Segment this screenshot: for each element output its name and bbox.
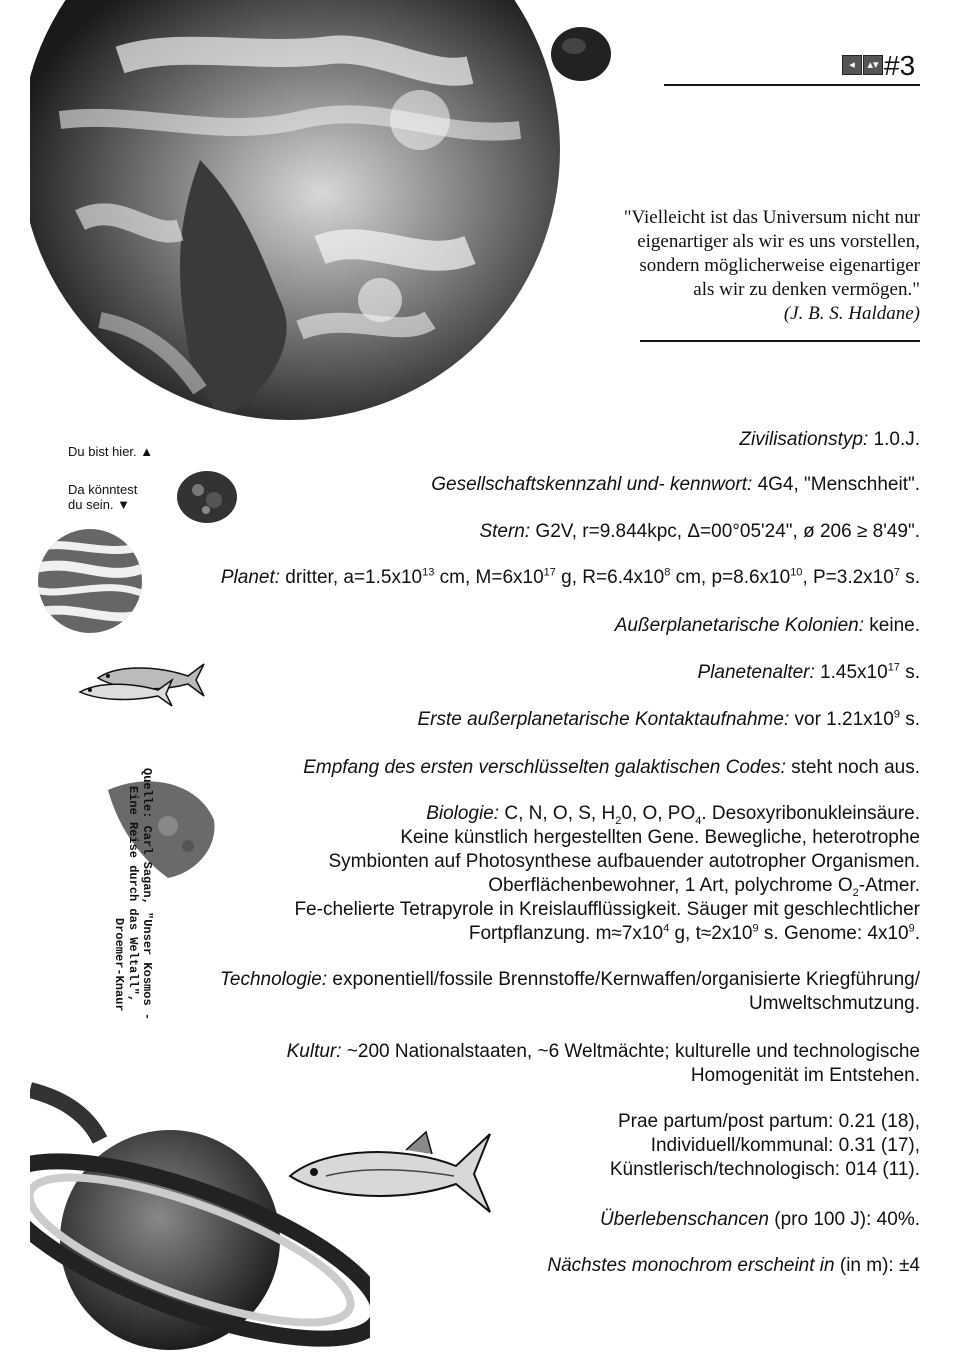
- source-line: Eine Reise durch das Weltall",: [126, 786, 140, 1003]
- fact-value: s.: [899, 709, 920, 730]
- fact-label: Kultur:: [286, 1041, 342, 1062]
- fact-biologie: [294, 802, 920, 946]
- prae-line: Individuell/kommunal: 0.31 (17),: [650, 1135, 920, 1156]
- fact-zivilisationstyp: [739, 428, 920, 452]
- fact-value: cm, p=8.6x10: [670, 567, 791, 588]
- quote-line: als wir zu denken vermögen.": [693, 279, 920, 300]
- exponent: 17: [543, 566, 556, 579]
- fact-label: Technologie:: [220, 969, 328, 990]
- kultur-line: [287, 1040, 920, 1064]
- fact-planetenalter: [698, 661, 920, 685]
- fact-value: Fortpflanzung. m≈7x10: [468, 923, 664, 944]
- fact-value: (pro 100 J): 40%.: [768, 1209, 920, 1230]
- fact-value: s.: [899, 662, 920, 683]
- quote-line: eigenartiger als wir es uns vorstellen,: [637, 231, 920, 252]
- biologie-line: Symbionten auf Photosynthese aufbauender autotropher Organismen.: [328, 851, 920, 872]
- fact-monochrom: [547, 1254, 920, 1278]
- fact-value: keine.: [864, 615, 920, 636]
- subscript: 2: [615, 814, 622, 827]
- exponent: 4: [663, 922, 670, 935]
- could-be-line: du sein. ▼: [68, 497, 131, 512]
- fact-prae-partum: [610, 1110, 920, 1182]
- fact-empfang: [303, 756, 920, 780]
- exponent: 7: [893, 566, 900, 579]
- earth-globe-image: [0, 0, 560, 430]
- fact-ueberlebenschancen: [600, 1208, 920, 1232]
- fact-gesellschaftskennzahl: [431, 473, 920, 497]
- fact-planet: [221, 566, 920, 590]
- fact-value: 1.45x10: [814, 662, 888, 683]
- striped-planet-image: [36, 528, 144, 634]
- fact-label: Empfang des ersten verschlüsselten galaktischen Codes:: [303, 757, 786, 778]
- fact-label: Nächstes monochrom erscheint in: [547, 1255, 835, 1276]
- source-citation: [90, 768, 154, 1058]
- could-be-caption: [68, 482, 137, 512]
- small-moon-image: [176, 470, 238, 524]
- prev-arrow-glyph: ◂: [849, 59, 855, 71]
- fact-value: g, R=6.4x10: [555, 567, 665, 588]
- biologie-line: [294, 802, 920, 826]
- exponent: 9: [893, 708, 900, 721]
- fact-value: exponentiell/fossile Brennstoffe/Kernwaffen/organisierte Kriegführung/: [327, 969, 920, 990]
- exponent: 13: [422, 566, 435, 579]
- subscript: 4: [695, 814, 702, 827]
- fact-value: Oberflächenbewohner, 1 Art, polychrome O: [488, 875, 853, 896]
- fact-value: 1.0.J.: [868, 429, 920, 450]
- fact-label: Zivilisationstyp:: [739, 429, 869, 450]
- fact-label: Planet:: [220, 567, 281, 588]
- fact-label: Stern:: [479, 521, 531, 542]
- fact-value: steht noch aus.: [785, 757, 920, 778]
- fact-value: .: [914, 923, 920, 944]
- fact-kontaktaufnahme: [417, 708, 920, 732]
- previous-page-icon[interactable]: [842, 55, 862, 75]
- fact-value: s. Genome: 4x10: [758, 923, 909, 944]
- fact-value: dritter, a=1.5x10: [280, 567, 423, 588]
- prae-line: Künstlerisch/technologisch: 014 (11).: [609, 1159, 920, 1180]
- exponent: 9: [908, 922, 915, 935]
- fact-value: , P=3.2x10: [802, 567, 894, 588]
- fact-label: Überlebenschancen: [599, 1209, 769, 1230]
- fact-kolonien: [615, 614, 920, 638]
- fact-label: Planetenalter:: [697, 662, 815, 683]
- source-line: Droemer-Knaur: [112, 918, 126, 1012]
- exponent: 17: [887, 661, 900, 674]
- fact-stern: [479, 520, 920, 544]
- fact-label: Biologie:: [426, 803, 500, 824]
- next-page-icon[interactable]: [863, 55, 883, 75]
- next-arrow-glyph: ▴▾: [867, 59, 879, 71]
- biologie-line: [294, 874, 920, 898]
- fact-label: Erste außerplanetarische Kontaktaufnahme:: [417, 709, 790, 730]
- biologie-line: Keine künstlich hergestellten Gene. Bewegliche, heterotrophe: [400, 827, 920, 848]
- kultur-line: Homogenität im Entstehen.: [690, 1065, 920, 1086]
- fact-value: (in m): ±4: [834, 1255, 920, 1276]
- header-rule: [664, 84, 920, 86]
- issue-number: #3: [884, 50, 916, 81]
- biologie-line: Fe-chelierte Tetrapyrole in Kreislaufflüssigkeit. Säuger mit geschlechtlicher: [294, 899, 920, 920]
- fact-value: g, t≈2x10: [669, 923, 753, 944]
- fact-value: cm, M=6x10: [434, 567, 544, 588]
- tuna-fish-image: [286, 1126, 496, 1216]
- prae-line: Prae partum/post partum: 0.21 (18),: [617, 1111, 920, 1132]
- dark-planet-image: [550, 26, 612, 82]
- biologie-line: [294, 922, 920, 946]
- fact-value: 0, O, PO: [621, 803, 696, 824]
- fact-label: Gesellschaftskennzahl und- kennwort:: [431, 474, 753, 495]
- subscript: 2: [852, 886, 859, 899]
- fact-value: . Desoxyribonukleinsäure.: [701, 803, 920, 824]
- fact-value: ~200 Nationalstaaten, ~6 Weltmächte; kulturelle und technologische: [341, 1041, 920, 1062]
- fact-value: -Atmer.: [858, 875, 920, 896]
- fact-value: s.: [899, 567, 920, 588]
- quote-rule: [640, 340, 920, 342]
- fact-value: 4G4, "Menschheit".: [752, 474, 920, 495]
- fact-value: C, N, O, S, H: [499, 803, 616, 824]
- fact-label: Außerplanetarische Kolonien:: [614, 615, 865, 636]
- fact-kultur: [287, 1040, 920, 1088]
- haldane-quote: [540, 206, 920, 326]
- source-line: Quelle: Carl Sagan, "Unser Kosmos -: [140, 768, 154, 1021]
- quote-line: sondern möglicherweise eigenartiger: [639, 255, 920, 276]
- ringed-planet-image: [30, 1080, 370, 1356]
- fact-technologie: [220, 968, 920, 1016]
- exponent: 8: [664, 566, 671, 579]
- could-be-line: Da könntest: [68, 482, 138, 497]
- tuna-fish-pair-image: [78, 654, 208, 708]
- quote-line: "Vielleicht ist das Universum nicht nur: [623, 207, 920, 228]
- technologie-line: [220, 968, 920, 992]
- technologie-line: Umweltschmutzung.: [748, 993, 920, 1014]
- quote-author: (J. B. S. Haldane): [783, 303, 920, 324]
- exponent: 9: [752, 922, 759, 935]
- you-are-here-caption: Du bist hier. ▲: [68, 444, 154, 459]
- fact-value: G2V, r=9.844kpc, Δ=00°05'24", ø 206 ≥ 8'49".: [530, 521, 920, 542]
- fact-value: vor 1.21x10: [789, 709, 894, 730]
- exponent: 10: [790, 566, 803, 579]
